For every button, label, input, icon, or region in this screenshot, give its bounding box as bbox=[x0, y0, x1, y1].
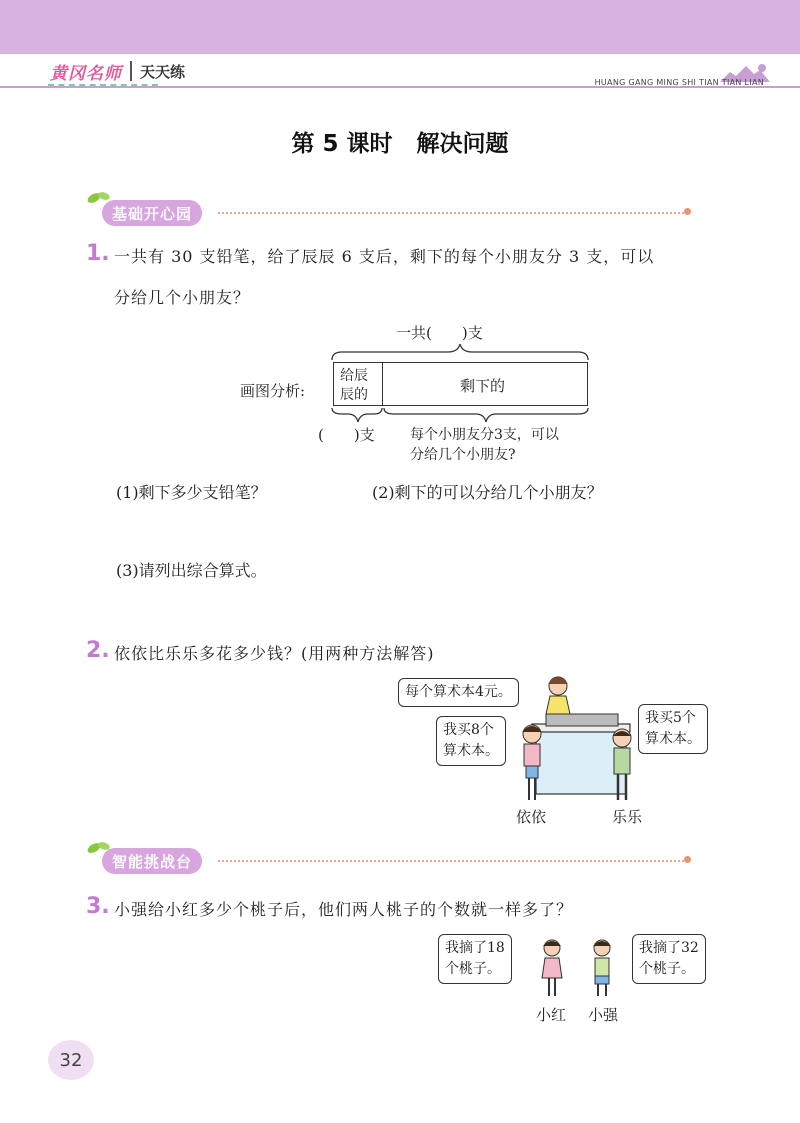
name-xiaoqiang: 小强 bbox=[588, 1006, 619, 1024]
diagram-top-brace bbox=[330, 342, 590, 362]
q1-sub1: (1)剩下多少支铅笔？ bbox=[116, 483, 267, 502]
diagram-note-l1: 每个小朋友分3支，可以 bbox=[410, 427, 559, 443]
speech-bubble-yiyi: 我买8个 算术本。 bbox=[436, 716, 506, 766]
diagram-cell-remaining bbox=[382, 362, 588, 406]
speech-bubble-xiaoqiang: 我摘了32 个桃子。 bbox=[632, 934, 706, 984]
section-divider-end bbox=[684, 208, 691, 215]
section-divider-end bbox=[684, 856, 691, 863]
kids-illustration bbox=[530, 934, 626, 1000]
diagram-total-label: 一共( )支 bbox=[396, 324, 483, 342]
section-basic: 基础开心园 bbox=[102, 200, 202, 226]
brand-title: 黄冈名师 bbox=[50, 63, 122, 84]
logo-divider bbox=[130, 61, 132, 81]
q3-number: 3. bbox=[86, 894, 110, 919]
section-divider bbox=[218, 212, 688, 214]
logo-underline bbox=[48, 84, 158, 86]
page-number: 32 bbox=[48, 1040, 94, 1080]
diagram-bottom-brace bbox=[330, 406, 590, 424]
name-xiaohong: 小红 bbox=[536, 1006, 567, 1024]
speech-bubble-lele: 我买5个 算术本。 bbox=[638, 704, 708, 754]
speech-bubble-xiaohong: 我摘了18 个桃子。 bbox=[438, 934, 512, 984]
diagram-cell-given-l1: 给辰 bbox=[340, 368, 368, 384]
diagram-note-l2: 分给几个小朋友? bbox=[410, 447, 516, 463]
shop-scene-illustration bbox=[512, 668, 642, 804]
q1-text-line1: 一共有 30 支铅笔，给了辰辰 6 支后，剩下的每个小朋友分 3 支，可以 bbox=[114, 247, 655, 266]
header-band bbox=[0, 0, 800, 54]
header-pinyin: HUANG GANG MING SHI TIAN TIAN LIAN bbox=[594, 78, 764, 87]
diagram-given-count: ( )支 bbox=[318, 426, 375, 444]
section-challenge: 智能挑战台 bbox=[102, 848, 202, 874]
header-logo bbox=[50, 56, 185, 86]
q1-sub3: (3)请列出综合算式。 bbox=[116, 561, 267, 580]
q3-text: 小强给小红多少个桃子后，他们两人桃子的个数就一样多了？ bbox=[114, 900, 574, 919]
q1-number: 1. bbox=[86, 241, 110, 266]
q2-number: 2. bbox=[86, 638, 110, 663]
section-divider bbox=[218, 860, 688, 862]
diagram-label: 画图分析: bbox=[240, 382, 306, 400]
q1-text-line2: 分给几个小朋友？ bbox=[114, 288, 251, 307]
q2-text: 依依比乐乐多花多少钱？(用两种方法解答) bbox=[114, 644, 435, 663]
page-title: 第 5 课时 解决问题 bbox=[291, 131, 509, 157]
name-lele: 乐乐 bbox=[612, 808, 643, 826]
diagram-cell-given-l2: 辰的 bbox=[340, 387, 368, 403]
name-yiyi: 依依 bbox=[516, 808, 547, 826]
diagram-cell-remaining-label: 剩下的 bbox=[460, 377, 506, 395]
speech-bubble-teacher: 每个算术本4元。 bbox=[398, 678, 519, 707]
q1-sub2: (2)剩下的可以分给几个小朋友？ bbox=[372, 483, 603, 502]
series-title: 天天练 bbox=[140, 62, 186, 81]
diagram-cell-given bbox=[333, 362, 383, 406]
